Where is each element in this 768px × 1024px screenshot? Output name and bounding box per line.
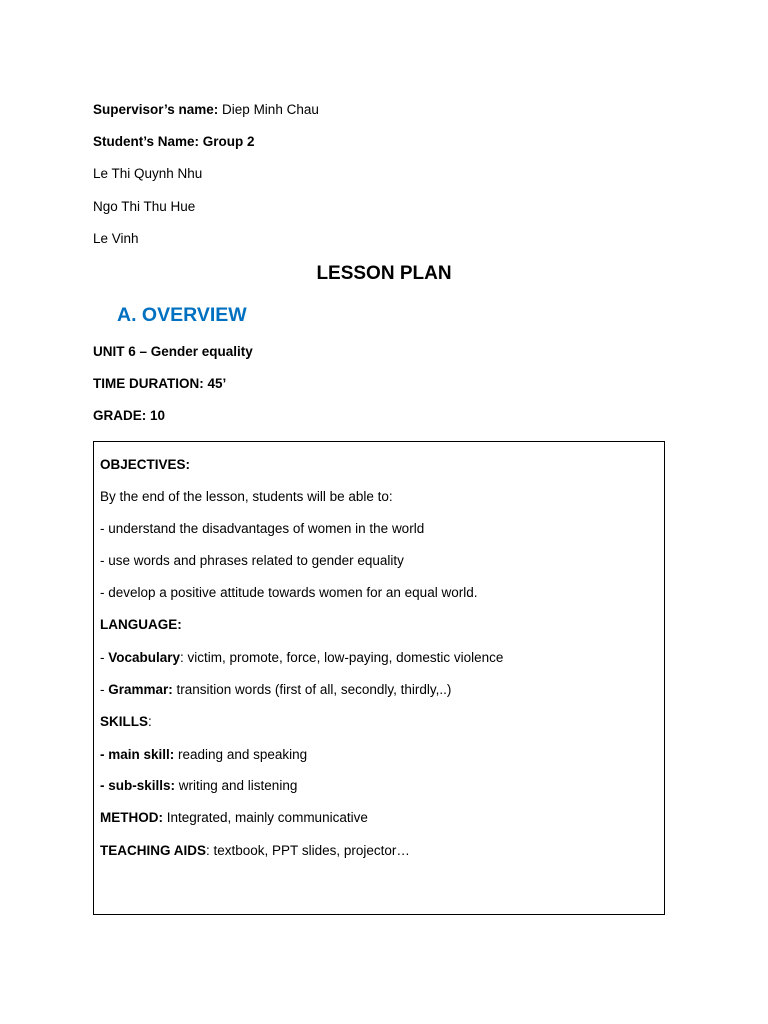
student-name: Ngo Thi Thu Hue [93,199,196,214]
vocabulary-line [100,650,503,666]
skills-heading [100,714,152,730]
students-line [93,134,255,150]
objective-item: - use words and phrases related to gender equality [100,553,404,568]
language-label: LANGUAGE: [100,617,182,632]
grammar-label: Grammar: [108,682,173,697]
unit-line [93,344,253,360]
supervisor-label: Supervisor’s name: [93,102,219,117]
section-heading-overview: A. OVERVIEW [117,304,247,326]
sub-skills-value: writing and listening [175,778,298,793]
objective-item: - understand the disadvantages of women in the world [100,521,425,536]
vocabulary-label: Vocabulary [108,650,181,665]
teaching-aids-value: : textbook, PPT slides, projector… [206,843,410,858]
method-line [100,810,368,826]
student-name: Le Thi Quynh Nhu [93,166,203,181]
teaching-aids-label: TEACHING AIDS [100,843,207,858]
grammar-line [100,682,451,698]
students-label: Student’s Name: Group 2 [93,134,255,149]
grade-line [93,408,165,424]
student-name: Le Vinh [93,231,139,246]
objectives-label: OBJECTIVES: [100,457,191,472]
method-label: METHOD: [100,810,163,825]
objectives-heading [100,457,190,473]
duration-text: TIME DURATION: 45’ [93,376,227,391]
unit-text: UNIT 6 – Gender equality [93,344,253,359]
objectives-box [93,441,665,915]
objectives-intro: By the end of the lesson, students will be able to: [100,489,393,504]
language-heading [100,617,182,633]
skills-colon: : [148,714,152,729]
skills-label: SKILLS [100,714,149,729]
objective-item: - develop a positive attitude towards women for an equal world. [100,585,478,600]
main-skill-label: - main skill: [100,747,175,762]
main-skill-value: reading and speaking [174,747,308,762]
page-title: LESSON PLAN [316,263,452,284]
sub-skills-label: - sub-skills: [100,778,176,793]
grammar-value: transition words (first of all, secondly, thirdly,..) [172,682,452,697]
grammar-prefix: - [100,682,109,697]
grade-text: GRADE: 10 [93,408,166,423]
supervisor-value: Diep Minh Chau [218,102,319,117]
duration-line [93,376,226,392]
teaching-aids-line [100,843,410,859]
vocabulary-prefix: - [100,650,109,665]
supervisor-line [93,102,319,118]
sub-skills-line [100,778,297,794]
method-value: Integrated, mainly communicative [163,810,368,825]
vocabulary-value: : victim, promote, force, low-paying, domestic violence [180,650,504,665]
main-skill-line [100,747,307,763]
